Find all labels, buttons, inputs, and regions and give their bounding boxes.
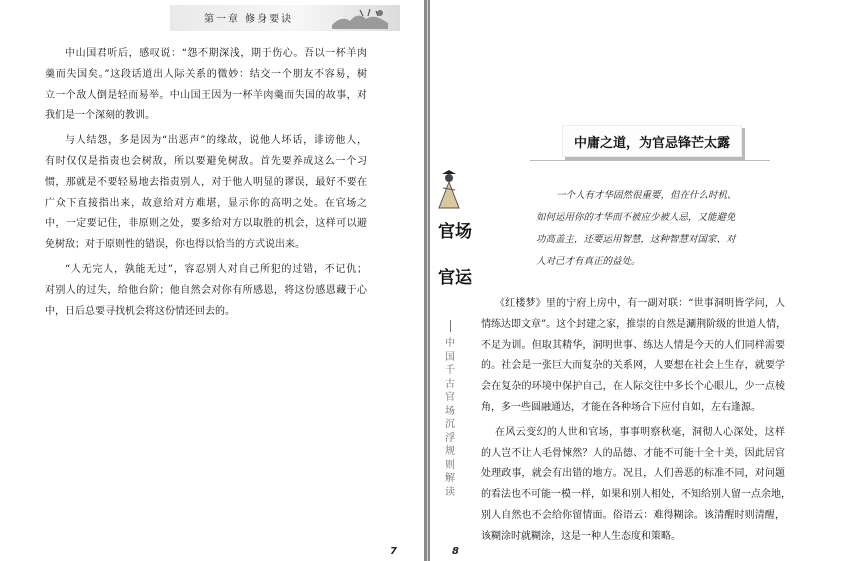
left-page — [0, 0, 424, 561]
epigraph-line: 如何运用你的才华而不被应少被人忌，又能避免 — [536, 212, 736, 223]
side-subtitle-char: 解 — [445, 473, 455, 484]
scholar-figure-icon — [433, 170, 465, 210]
text-line: 不足为训。但取其精华，洞明世事、练达人情是今天的人们同样需要 — [481, 339, 785, 351]
paragraph — [45, 131, 367, 256]
side-subtitle-char: 读 — [445, 486, 455, 498]
right-page — [430, 0, 852, 561]
paragraph — [45, 44, 367, 127]
side-subtitle-char: 场 — [445, 405, 455, 417]
chapter-title: 第一章 修身要诀 — [204, 14, 294, 25]
text-line: “人无完人，孰能无过”，容忍别人对自己所犯的过错，不记仇； — [65, 263, 367, 275]
text-line: 情练达即文章”。这个封建之家，推崇的自然是涮荆阶级的世道人情， — [481, 318, 787, 330]
paragraph — [45, 260, 367, 322]
paragraph — [481, 294, 785, 419]
epigraph — [536, 185, 776, 273]
side-subtitle-char: 规 — [445, 446, 455, 457]
text-line: 的人岂不让人毛骨悚然？人的品德、才能不可能十全十美，因此居官 — [481, 447, 785, 459]
text-line: 该糊涂时就糊涂，这是一种人生态度和策略。 — [481, 530, 681, 542]
text-line: 广众下直接指出来，故意给对方难堪，显示你的高明之处。在官场之 — [45, 197, 367, 209]
spine-highlight — [427, 0, 428, 561]
side-subtitle-char: 则 — [445, 459, 455, 471]
text-line: 免树敌；对于原则性的错误，你也得以恰当的方式说出来。 — [45, 239, 305, 251]
epigraph-line: 人对己才有真正的益处。 — [536, 256, 641, 267]
text-line: 会在复杂的环境中保护自己，在人际交往中多长个心眼儿，少一点棱 — [481, 381, 785, 393]
epigraph-line: 一个人有才华固然很重要，但在什么时机、 — [556, 190, 737, 201]
text-line: 与人结怨，多是因为“出恶声”的缘故，说他人坏话，诽谤他人， — [65, 135, 367, 147]
ink-landscape-icon — [330, 7, 390, 29]
side-divider — [450, 320, 451, 332]
text-line: 角，多一些圆融通达，才能在各种场合下应付自如，左右逢源。 — [481, 401, 761, 413]
side-subtitle-char: 千 — [445, 365, 455, 376]
text-line: 的看法也不可能一模一样，如果和别人相处，不知给别人留一点余地， — [481, 489, 791, 501]
left-body-text — [45, 44, 367, 322]
text-line: 有时仅仅是指责也会树敌，所以要避免树敌。首先要养成这么一个习 — [45, 155, 367, 167]
epigraph-line: 功高盖主，还要运用智慧，这种智慧对国家、对 — [536, 234, 736, 245]
side-subtitle-char: 浮 — [445, 432, 455, 444]
text-line: 羹而失国矣。”这段话道出人际关系的微妙：结交一个朋友不容易，树 — [45, 68, 367, 80]
text-line: 处理政事，就会有出错的地方。况且，人们善恶的标准不同，对问题 — [481, 468, 785, 480]
section-title-box — [562, 125, 742, 157]
text-line: 我们是一个深刻的教训。 — [45, 110, 155, 122]
text-line: 别人自然也不会给你留情面。俗语云：难得糊涂。该清醒时则清醒， — [481, 509, 785, 521]
page-number-right: 8 — [452, 546, 459, 557]
side-subtitle-char: 官 — [445, 392, 455, 403]
side-subtitle-char: 中 — [445, 338, 455, 349]
side-subtitle — [444, 337, 456, 499]
text-line: 立一个敌人倒是轻而易举。中山国王因为一杯羊肉羹而失国的故事，对 — [45, 89, 367, 101]
text-line: 惯，那就是不要轻易地去指责别人，对于他人明显的谬误，最好不要在 — [45, 176, 367, 188]
side-title-guanchang: 官场 — [438, 222, 472, 242]
section-title: 中庸之道，为官忌锋芒太露 — [573, 136, 730, 151]
side-subtitle-char: 国 — [445, 351, 455, 363]
right-body-text — [481, 294, 791, 548]
text-line: 中山国君听后，感叹说：“怨不期深浅，期于伤心。吾以一杯羊肉 — [65, 48, 367, 59]
text-line: 在风云变幻的人世和官场，事事明察秋毫，洞彻人心深处，这样 — [495, 426, 785, 438]
title-underline — [530, 160, 770, 161]
paragraph — [481, 423, 791, 548]
chapter-header — [170, 5, 400, 31]
side-subtitle-char: 古 — [445, 378, 455, 390]
side-title-column — [430, 165, 474, 498]
page-number-left: 7 — [390, 546, 397, 557]
text-line: 对别人的过失，给他台阶；他自然会对你有所感恩，将这份感恩藏于心 — [45, 284, 367, 296]
text-line: 的。社会是一张巨大而复杂的关系网，人要想在社会上生存，就要学 — [481, 360, 785, 372]
text-line: 中，日后总要寻找机会将这份情还回去的。 — [45, 305, 235, 317]
side-title-guanyun: 官运 — [438, 268, 472, 288]
side-subtitle-char: 沉 — [445, 419, 455, 430]
text-line: 中，一定要记住，非原则之处，要多给对方以取胜的机会，这样可以避 — [45, 218, 367, 230]
text-line: 《红楼梦》里的宁府上房中，有一副对联：“世事洞明皆学问，人 — [495, 298, 785, 309]
